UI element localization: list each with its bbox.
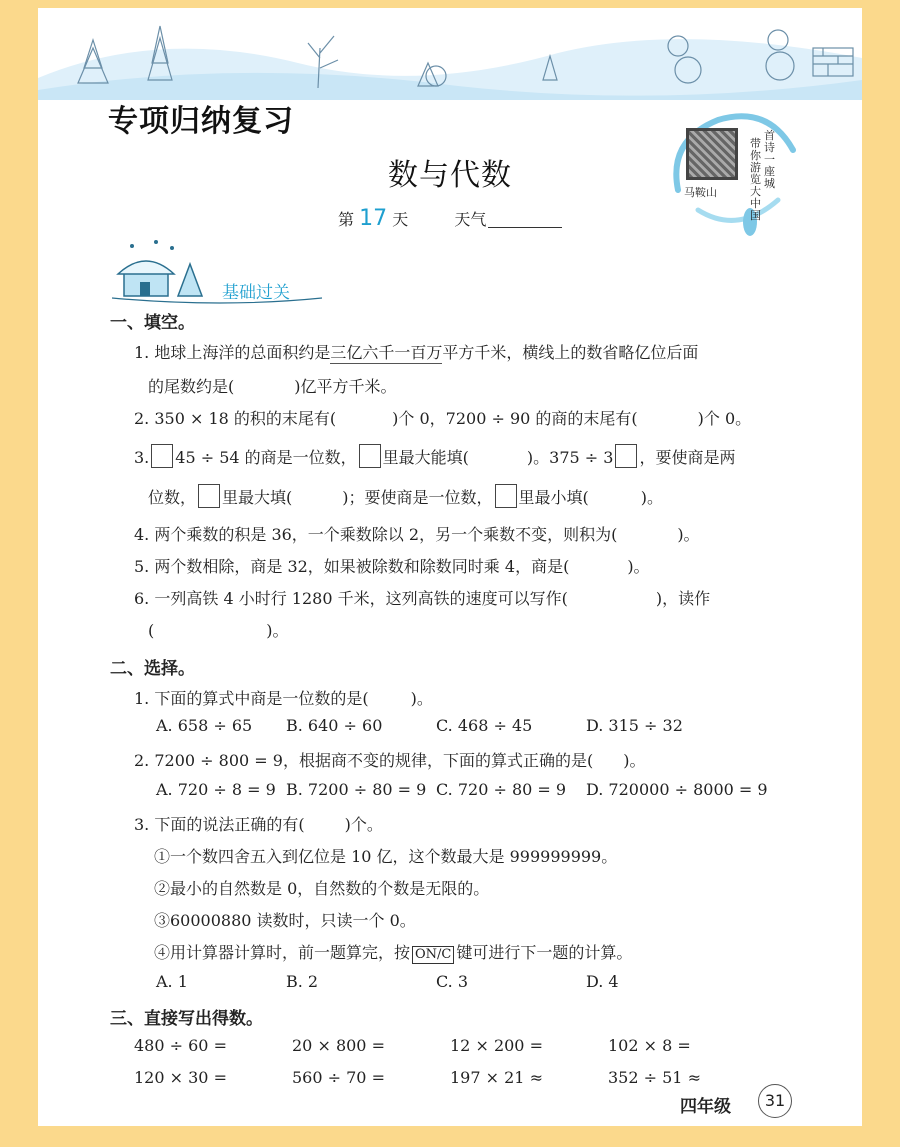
q2-text-a: 2. 350 × 18 的积的末尾有( <box>134 409 337 428</box>
page-number: 31 <box>758 1084 792 1118</box>
part1-title: 一、填空。 <box>110 313 195 333</box>
p2q3-statement-4 <box>154 940 632 964</box>
calc-2-2: 560 ÷ 70 = <box>292 1068 385 1087</box>
q3-line2-b: 里最大填( <box>222 488 293 507</box>
qr-code-image[interactable] <box>686 128 738 180</box>
calc-1-2: 20 × 800 = <box>292 1036 385 1055</box>
q3-text-c: 里最大能填( <box>382 448 469 467</box>
worksheet-page <box>38 8 862 1126</box>
part3-title: 三、直接写出得数。 <box>110 1009 263 1029</box>
p2q1-stem-b: )。 <box>410 689 433 708</box>
p2q3-option-b[interactable]: B. 2 <box>286 972 319 991</box>
q6-text-b: )，读作 <box>655 589 711 608</box>
p2q3-option-c[interactable]: C. 3 <box>436 972 469 991</box>
part2-title: 二、选择。 <box>110 659 195 679</box>
q3-line2-c: )；要使商是一位数， <box>342 488 493 507</box>
q3-box-3[interactable] <box>615 444 637 468</box>
p2q3-statement-2: ②最小的自然数是 0，自然数的个数是无限的。 <box>154 879 490 898</box>
p2q3-statement-3: ③60000880 读数时，只读一个 0。 <box>154 911 416 930</box>
q2-text-b: )个 0，7200 ÷ 90 的商的末尾有( <box>392 409 638 428</box>
q3-text-d: )。375 ÷ 3 <box>526 448 614 467</box>
q3-text-b: 45 ÷ 54 的商是一位数， <box>175 448 357 467</box>
p2q1-option-b[interactable]: B. 640 ÷ 60 <box>286 716 383 735</box>
q3-box-5[interactable] <box>495 484 517 508</box>
q3-box-1[interactable] <box>151 444 173 468</box>
q1-line2-b: )亿平方千米。 <box>294 377 397 396</box>
day-weather-line <box>338 206 562 231</box>
calc-1-3: 12 × 200 = <box>450 1036 543 1055</box>
basic-level-label: 基础过关 <box>222 283 290 303</box>
p2q3-stem-a: 3. 下面的说法正确的有( <box>134 815 305 834</box>
day-prefix: 第 <box>338 210 355 229</box>
p2q2-option-c[interactable]: C. 720 ÷ 80 = 9 <box>436 780 567 799</box>
p1-q1-line2 <box>148 374 397 397</box>
p2q1-option-d[interactable]: D. 315 ÷ 32 <box>586 716 683 735</box>
calc-2-1: 120 × 30 = <box>134 1068 227 1087</box>
p2q1-option-a[interactable]: A. 658 ÷ 65 <box>156 716 253 735</box>
p1-q6-line2 <box>148 618 289 641</box>
p2q2-stem-a: 2. 7200 ÷ 800 = 9，根据商不变的规律，下面的算式正确的是( <box>134 751 594 770</box>
p2q3-s4-text-a: ④用计算器计算时，前一题算完，按 <box>154 943 411 962</box>
q3-line2-a: 位数， <box>148 488 197 507</box>
p2q1-stem-a: 1. 下面的算式中商是一位数的是( <box>134 689 369 708</box>
p2q1-option-c[interactable]: C. 468 ÷ 45 <box>436 716 533 735</box>
q6-line2-b: )。 <box>266 621 289 640</box>
grade-label: 四年级 <box>680 1097 731 1117</box>
q2-text-c: )个 0。 <box>697 409 752 428</box>
p1-q3-line2 <box>148 484 663 508</box>
p2-q2-stem <box>134 748 645 771</box>
p2q2-option-a[interactable]: A. 720 ÷ 8 = 9 <box>156 780 276 799</box>
p2q3-statement-1: ①一个数四舍五入到亿位是 10 亿，这个数最大是 999999999。 <box>154 847 618 866</box>
q1-underlined-number: 三亿六千一百万 <box>330 343 443 362</box>
calc-1-4: 102 × 8 = <box>608 1036 691 1055</box>
calc-2-3: 197 × 21 ≈ <box>450 1068 543 1087</box>
p2q2-option-b[interactable]: B. 7200 ÷ 80 = 9 <box>286 780 427 799</box>
p1-q6-line1 <box>134 586 710 609</box>
p2-q1-stem <box>134 686 433 709</box>
p2q2-stem-b: )。 <box>623 751 646 770</box>
weather-label: 天气 <box>454 210 487 229</box>
p1-q1-line1 <box>134 340 698 363</box>
q3-text-a: 3. <box>134 448 150 467</box>
p1-q2 <box>134 406 751 429</box>
p2q2-option-d[interactable]: D. 720000 ÷ 8000 = 9 <box>586 780 768 799</box>
q3-line2-d: 里最小填( <box>518 488 589 507</box>
p2q3-stem-b: )个。 <box>344 815 383 834</box>
q3-box-2[interactable] <box>359 444 381 468</box>
p2-q3-stem <box>134 812 383 835</box>
p2q3-option-d[interactable]: D. 4 <box>586 972 619 991</box>
p2q3-s4-text-b: 键可进行下一题的计算。 <box>456 943 633 962</box>
q3-line2-e: )。 <box>640 488 664 507</box>
q1-text-a: 1. 地球上海洋的总面积约是 <box>134 343 331 362</box>
q5-text-a: 5. 两个数相除，商是 32，如果被除数和除数同时乘 4，商是( <box>134 557 570 576</box>
p1-q4 <box>134 522 700 545</box>
on-c-key-icon: ON/C <box>412 946 454 964</box>
section-title: 专项归纳复习 <box>108 104 294 139</box>
page-heading: 数与代数 <box>388 158 512 193</box>
p1-q3-line1 <box>134 444 735 468</box>
p1-q5 <box>134 554 650 577</box>
p2q3-option-a[interactable]: A. 1 <box>156 972 188 991</box>
calc-1-1: 480 ÷ 60 = <box>134 1036 227 1055</box>
winter-banner-illustration <box>38 8 862 100</box>
q4-text-a: 4. 两个乘数的积是 36，一个乘数除以 2，另一个乘数不变，则积为( <box>134 525 618 544</box>
q6-line2-a: ( <box>148 621 155 640</box>
day-number: 17 <box>359 206 388 231</box>
q1-line2-a: 的尾数约是( <box>148 377 235 396</box>
qr-poem-line-1: 首诗一座城 <box>764 129 775 190</box>
calc-2-4: 352 ÷ 51 ≈ <box>608 1068 701 1087</box>
q3-box-4[interactable] <box>198 484 220 508</box>
q4-text-b: )。 <box>677 525 700 544</box>
qr-caption: 马鞍山 <box>684 186 717 199</box>
weather-blank[interactable] <box>488 210 562 228</box>
q5-text-b: )。 <box>627 557 650 576</box>
q1-text-b: 平方千米，横线上的数省略亿位后面 <box>442 343 699 362</box>
qr-poem-line-2: 带你游览大中国 <box>750 137 761 222</box>
q6-text-a: 6. 一列高铁 4 小时行 1280 千米，这列高铁的速度可以写作( <box>134 589 568 608</box>
day-suffix: 天 <box>392 210 409 229</box>
q3-text-e: ，要使商是两 <box>639 448 736 467</box>
qr-code-panel <box>658 100 808 250</box>
